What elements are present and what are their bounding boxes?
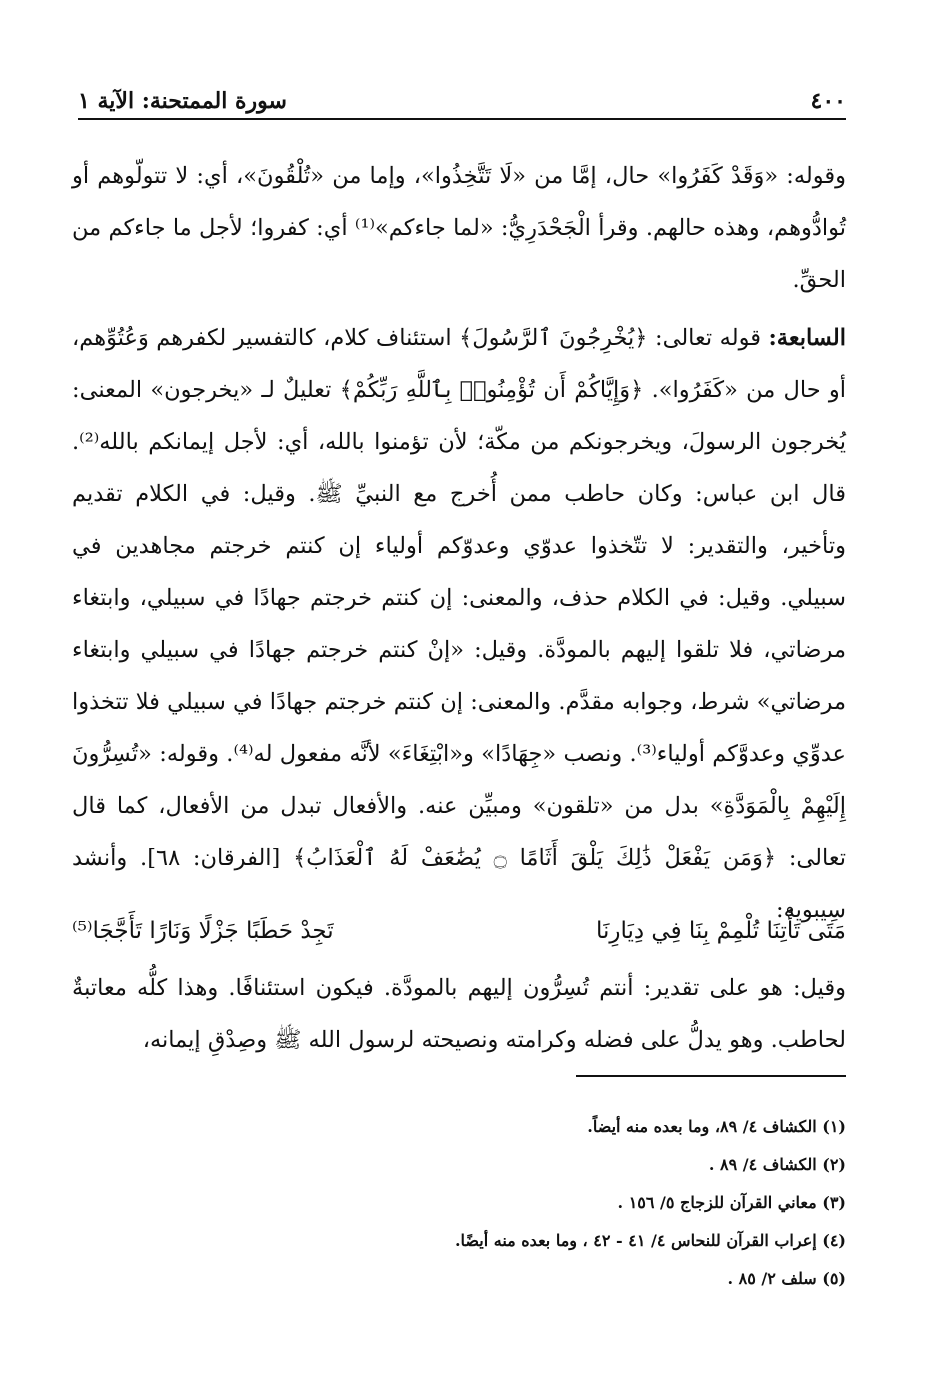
paragraph-2-text: قوله تعالى: ﴿يُخْرِجُونَ ٱلرَّسُولَ﴾ استئناف كلام، كالتفسير لكفرهم وَعُتُوِّهم، أو حال من «كَفَرُوا». ﴿وَإِيَّاكُمْ أَن تُؤْمِنُوا۟ بِٱللَّهِ رَبِّكُمْ﴾ تعليلٌ لـ «يخرجون» المعنى: يُخرجون الرسولَ، ويخرجونكم من مكّة؛ لأن تؤمنوا بالله، أي: لأجل إيمانكم بالله⁽²⁾. قال ابن عباس: وكان حاطب ممن أُخرج مع النبيِّ ﷺ. وقيل: في الكلام تقديم وتأخير، والتقدير: لا تتّخذوا عدوّي وعدوّكم أولياء إن كنتم خرجتم مجاهدين في سبيلي. وقيل: في الكلام حذف، والمعنى: إن كنتم خرجتم جهادًا في سبيلي، وابتغاء مرضاتي، فلا تلقوا إليهم بالمودَّة. وقيل: «إنْ كنتم خرجتم جهادًا في سبيلي وابتغاء مرضاتي» شرط، وجوابه مقدَّم. والمعنى: إن كنتم خرجتم جهادًا في سبيلي فلا تتخذوا عدوِّي وعدوَّكم أولياء⁽³⁾. ونصب «جِهَادًا» و«ابْتِغَاءَ» لأنَّه مفعول له⁽⁴⁾. وقوله: «تُسِرُّونَ إِلَيْهِمْ بِالْمَوَدَّةِ» بدل من «تلقون» ومبيِّن عنه. والأفعال تبدل من الأفعال، كما قال تعالى: ﴿وَمَن يَفْعَلْ ذَٰلِكَ يَلْقَ أَثَامًا ۝ يُضَٰعَفْ لَهُ ٱلْعَذَابُ﴾ [الفرقان: ٦٨]. وأنشد سِيبويه: — [72, 325, 846, 923]
paragraph-2 — [72, 312, 846, 936]
footnote-2: (٢) الكشاف ٤/ ٨٩ . — [708, 1155, 846, 1174]
paragraph-1 — [72, 150, 846, 306]
footnote-4: (٤) إعراب القرآن للنحاس ٤/ ٤١ - ٤٢ ، وما بعده منه أيضًا. — [454, 1231, 846, 1250]
footnote-3: (٣) معاني القرآن للزجاج ٥/ ١٥٦ . — [617, 1193, 846, 1212]
page-number: ٤٠٠ — [810, 88, 846, 114]
running-title: سورة الممتحنة: الآية ١ — [78, 88, 287, 114]
verse-second-hemistich: تَجِدْ حَطَبًا جَزْلًا وَنَارًا تَأَجَّجَا⁽⁵⁾ — [72, 918, 334, 944]
page-header — [78, 70, 846, 120]
main-text — [72, 150, 846, 942]
footnote-5: (٥) سلف ٢/ ٨٥ . — [727, 1269, 846, 1288]
footnote-divider — [576, 1075, 846, 1077]
footnotes — [72, 1108, 846, 1298]
poetry-verse — [72, 906, 846, 956]
verse-first-hemistich: مَتَى تَأْتِنَا تُلْمِمْ بِنَا فِي دِيَارِنَا — [595, 918, 846, 944]
footnote-1: (١) الكشاف ٤/ ٨٩، وما بعده منه أيضاً. — [587, 1117, 846, 1136]
paragraph-1-text: وقوله: «وَقَدْ كَفَرُوا» حال، إمَّا من «لَا تَتَّخِذُوا»، وإما من «تُلْقُونَ»، أي: لا تتولّوهم أو تُوادُّوهم، وهذه حالهم. وقرأ الْجَحْدَرِيُّ: «لما جاءكم»⁽¹⁾ أي: كفروا؛ لأجل ما جاءكم من الحقِّ. — [72, 163, 846, 293]
paragraph-3-text: وقيل: هو على تقدير: أنتم تُسِرُّون إليهم بالمودَّة. فيكون استئنافًا. وهذا كلُّه معاتبةٌ لحاطب. وهو يدلُّ على فضله وكرامته ونصيحته لرسول الله ﷺ وصِدْقِ إيمانه، — [72, 975, 846, 1053]
paragraph-3 — [72, 962, 846, 1066]
paragraph-2-lead: السابعة: — [768, 325, 846, 351]
